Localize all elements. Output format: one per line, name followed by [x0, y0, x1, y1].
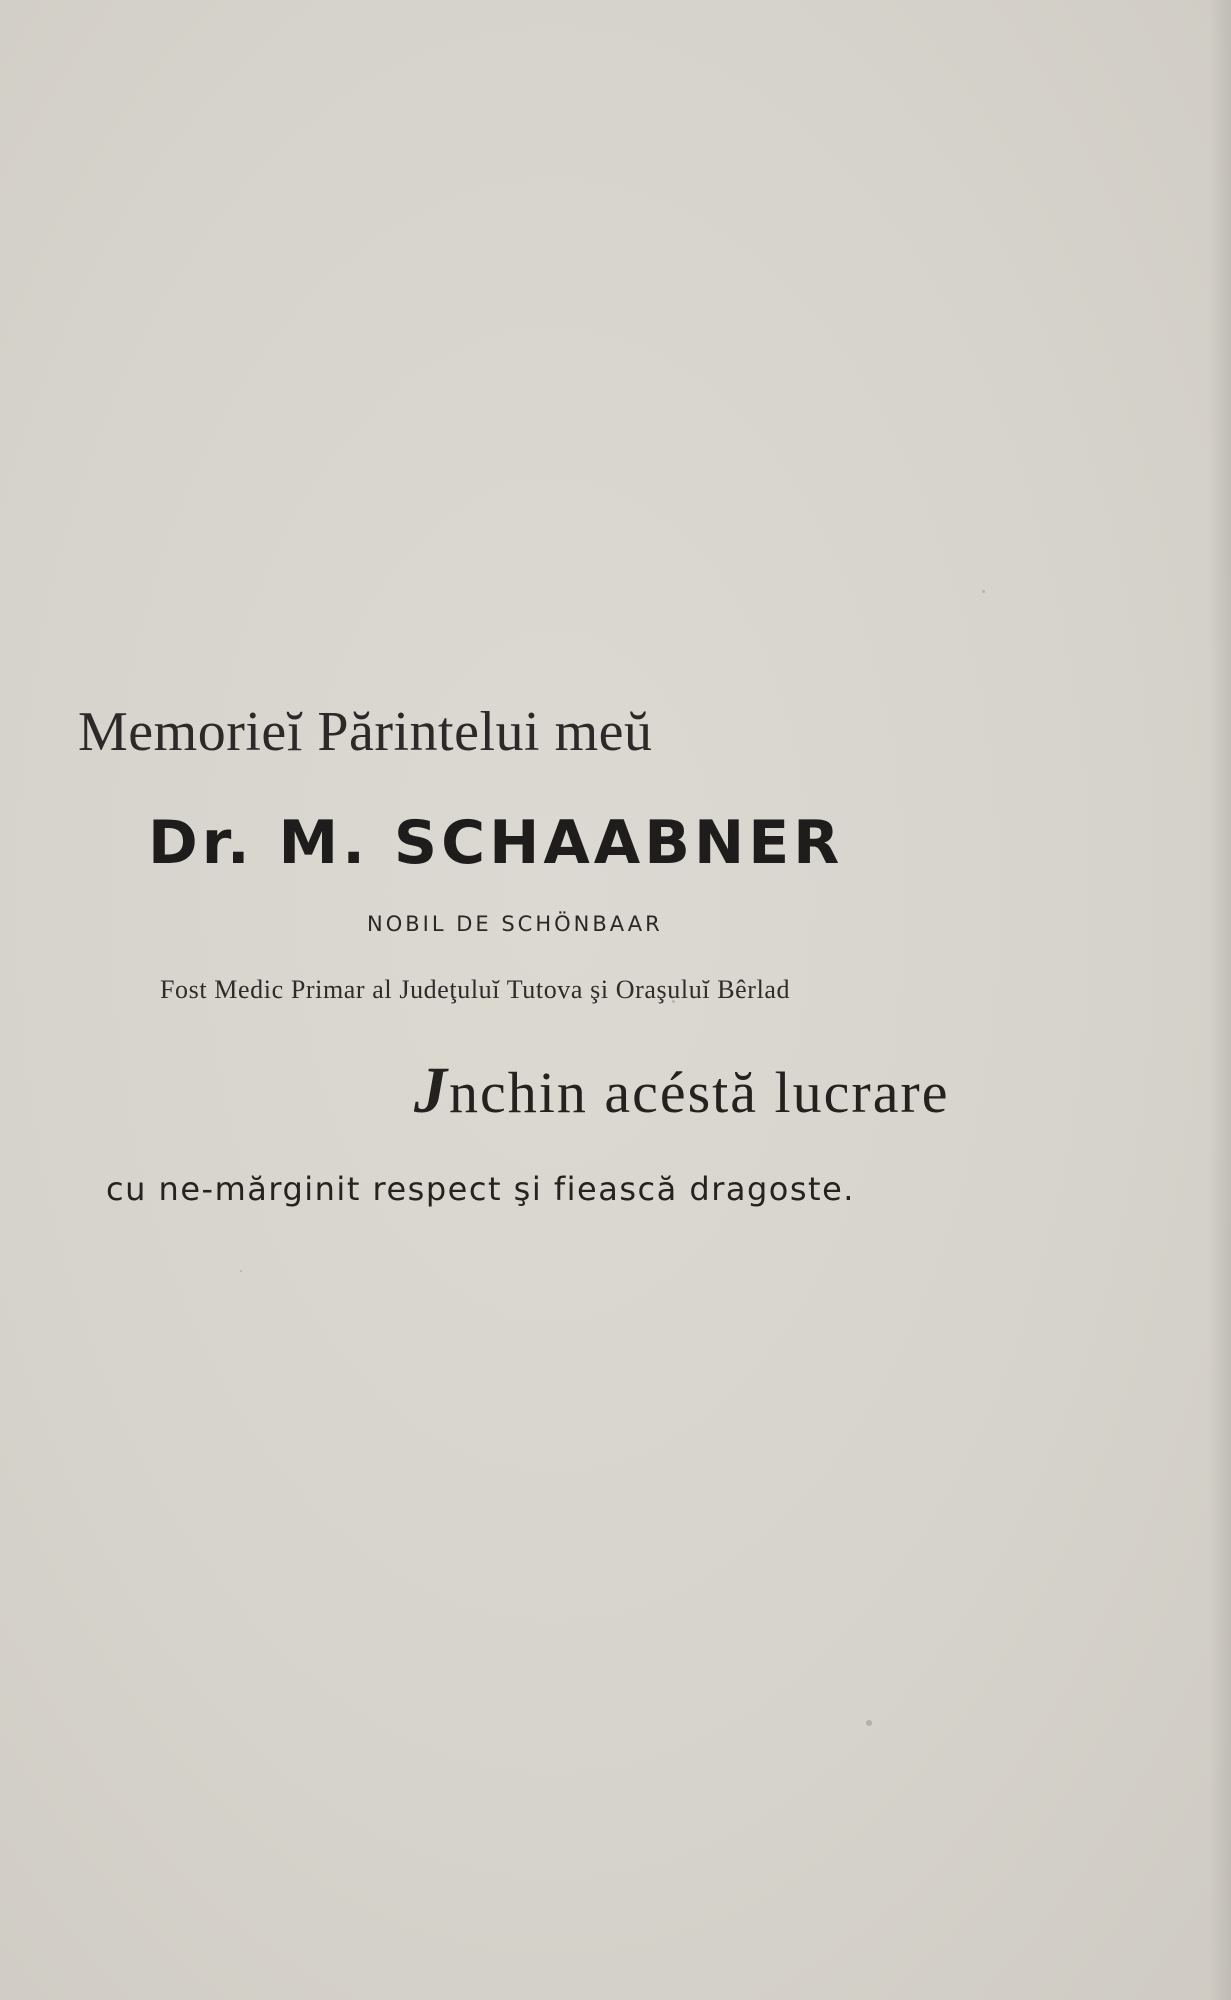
paper-speck — [672, 1000, 675, 1003]
paper-speck — [982, 590, 985, 593]
dedication-closing: cu ne-mărginit respect şi fiească dragoste. — [106, 1170, 855, 1208]
dedication-statement — [414, 1053, 950, 1129]
honoree-position: Fost Medic Primar al Judeţuluĭ Tutova şi Oraşuluĭ Bêrlad — [160, 975, 791, 1004]
nobility-title: NOBIL DE SCHÖNBAAR — [367, 912, 663, 936]
honoree-name: Dr. M. SCHAABNER — [148, 808, 844, 878]
ornate-initial: J — [414, 1054, 449, 1127]
dedication-heading: Memorieĭ Părintelui meŭ — [78, 701, 653, 763]
paper-speck — [866, 1720, 872, 1726]
paper-speck — [240, 1270, 242, 1272]
dedication-statement-text: nchin acéstă lucrare — [449, 1060, 950, 1125]
page-edge-shadow — [1209, 0, 1231, 2000]
